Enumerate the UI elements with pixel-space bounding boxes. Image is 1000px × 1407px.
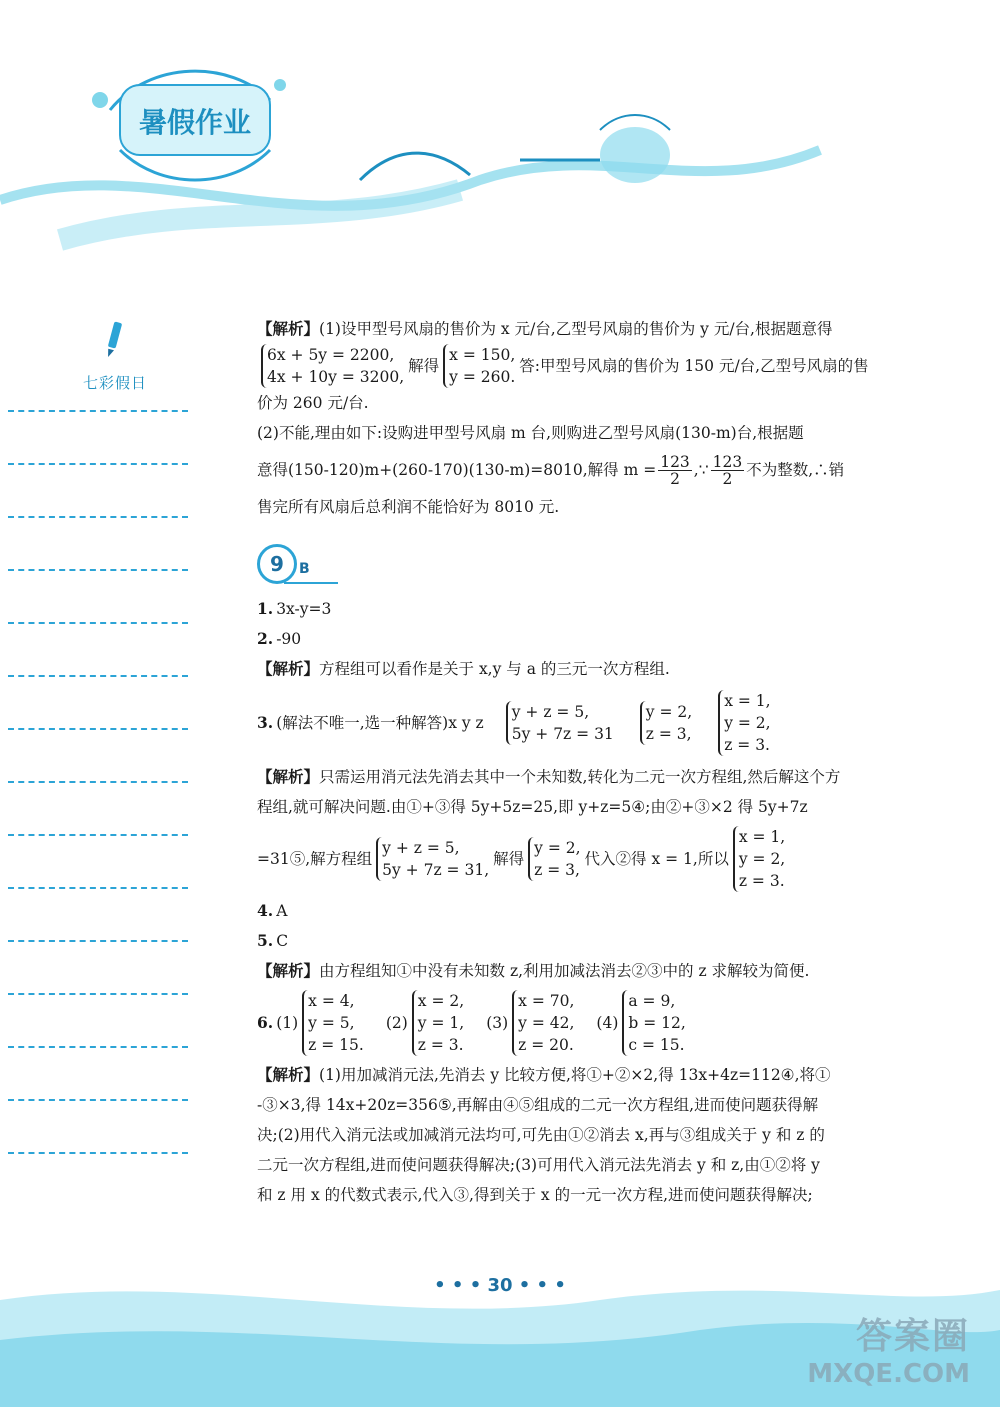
sidebar-logo <box>60 320 170 393</box>
q2: 2. -90 <box>257 629 302 648</box>
solution-system: y = 2, z = 3, <box>528 837 580 881</box>
q3-analysis-line1: 【解析】只需运用消元法先消去其中一个未知数,转化为二元一次方程组,然后解这个方 <box>257 767 841 786</box>
solution-system: a = 9, b = 12, c = 15. <box>622 990 685 1056</box>
solution-system: x = 1, y = 2, z = 3. <box>718 690 770 756</box>
section-letter: B <box>299 561 310 577</box>
q6-analysis-line4: 二元一次方程组,进而使问题获得解决;(3)可用代入消元法先消去 y 和 z,由①②将 y <box>257 1156 820 1174</box>
sidebar-label: 七彩假日 <box>82 374 147 392</box>
solution-system: x = 2, y = 1, z = 3. <box>412 990 464 1056</box>
fraction: $\frac{123}{2}$ <box>660 452 690 488</box>
q1: 1. 3x-y=3 <box>257 599 332 618</box>
equation-system: y + z = 5, 5y + 7z = 31 <box>506 701 614 745</box>
equation-system: y + z = 5, 5y + 7z = 31, <box>376 837 489 881</box>
q8-answer-cont: 价为 260 元/台. <box>257 394 369 412</box>
q2-analysis: 【解析】方程组可以看作是关于 x,y 与 a 的三元一次方程组. <box>257 659 670 678</box>
pen-icon <box>103 320 127 360</box>
solution-system: x = 150, y = 260. <box>443 344 515 388</box>
q5: 5. C <box>257 931 289 950</box>
solution-system: x = 1, y = 2, z = 3. <box>733 826 785 892</box>
solution-system: x = 70, y = 42, z = 20. <box>512 990 574 1056</box>
q8-part2-line3: 售完所有风扇后总利润不能恰好为 8010 元. <box>257 498 560 516</box>
main-content <box>257 314 897 1210</box>
q8-analysis-system: 6x + 5y = 2200, 4x + 10y = 3200, 解得 x = 150, y = 260. 答:甲型号风扇的售价为 150 元/台,乙型号风扇的售 <box>257 344 897 388</box>
q8-part2-line2: 意得(150-120)m+(260-170)(130-m)=8010,解得 m = $\frac{123}{2}$ ,∵ $\frac{123}{2}$ 不为整数,∴销 <box>257 452 845 488</box>
q8-part2-line1: (2)不能,理由如下:设购进甲型号风扇 m 台,则购进乙型号风扇(130-m)台,根据题 <box>257 424 804 442</box>
q4: 4. A <box>257 901 288 920</box>
header-decoration <box>0 0 1000 260</box>
solution-system: y = 2, z = 3, <box>640 701 692 745</box>
q3-analysis-line2: 程组,就可解决问题.由①+③得 5y+5z=25,即 y+z=5④;由②+③×2 得 5y+7z <box>257 798 808 816</box>
q6-analysis-line3: 决;(2)用代入消元法或加减消元法均可,可先由①②消去 x,再与③组成关于 y 和 z 的 <box>257 1126 825 1144</box>
q3: 3. (解法不唯一,选一种解答)x y z y + z = 5, 5y + 7z = 31 y = 2, z = 3, x = 1, y = 2, z = 3. <box>257 692 771 754</box>
q3-analysis-line3: =31⑤,解方程组 y + z = 5, 5y + 7z = 31, 解得 y = 2, z = 3, 代入②得 x = 1,所以 x = 1, y = 2, z = 3. <box>257 828 786 890</box>
note-lines <box>8 410 188 1205</box>
q6-analysis-line2: -③×3,得 14x+20z=356⑤,再解由④⑤组成的二元一次方程组,进而使问题获得解 <box>257 1096 819 1114</box>
section-badge <box>257 538 897 584</box>
q6-analysis-line5: 和 z 用 x 的代数式表示,代入③,得到关于 x 的一元一次方程,进而使问题获得解决; <box>257 1186 813 1204</box>
q6: 6. (1) x = 4, y = 5, z = 15. (2) x = 2, y = 1, z = 3. (3) x = 70, y = 42, z = 20. (4) a = 9, b = 12, c = 15. <box>257 992 686 1054</box>
banner-title: 暑假作业 <box>138 106 252 139</box>
q8-analysis-line1: 【解析】(1)设甲型号风扇的售价为 x 元/台,乙型号风扇的售价为 y 元/台,根据题意得 <box>257 319 833 338</box>
fraction: $\frac{123}{2}$ <box>712 452 743 488</box>
solution-system: x = 4, y = 5, z = 15. <box>302 990 364 1056</box>
q6-analysis-line1: 【解析】(1)用加减消元法,先消去 y 比较方便,将①+②×2,得 13x+4z=112④,将① <box>257 1065 831 1084</box>
page-number: • • • 30 • • • <box>434 1275 566 1296</box>
section-number: 9 <box>257 544 297 584</box>
watermark: 答案圈 MXQE.COM <box>807 1316 970 1389</box>
q5-analysis: 【解析】由方程组知①中没有未知数 z,利用加减法消去②③中的 z 求解较为简便. <box>257 961 810 980</box>
equation-system: 6x + 5y = 2200, 4x + 10y = 3200, <box>261 344 404 388</box>
